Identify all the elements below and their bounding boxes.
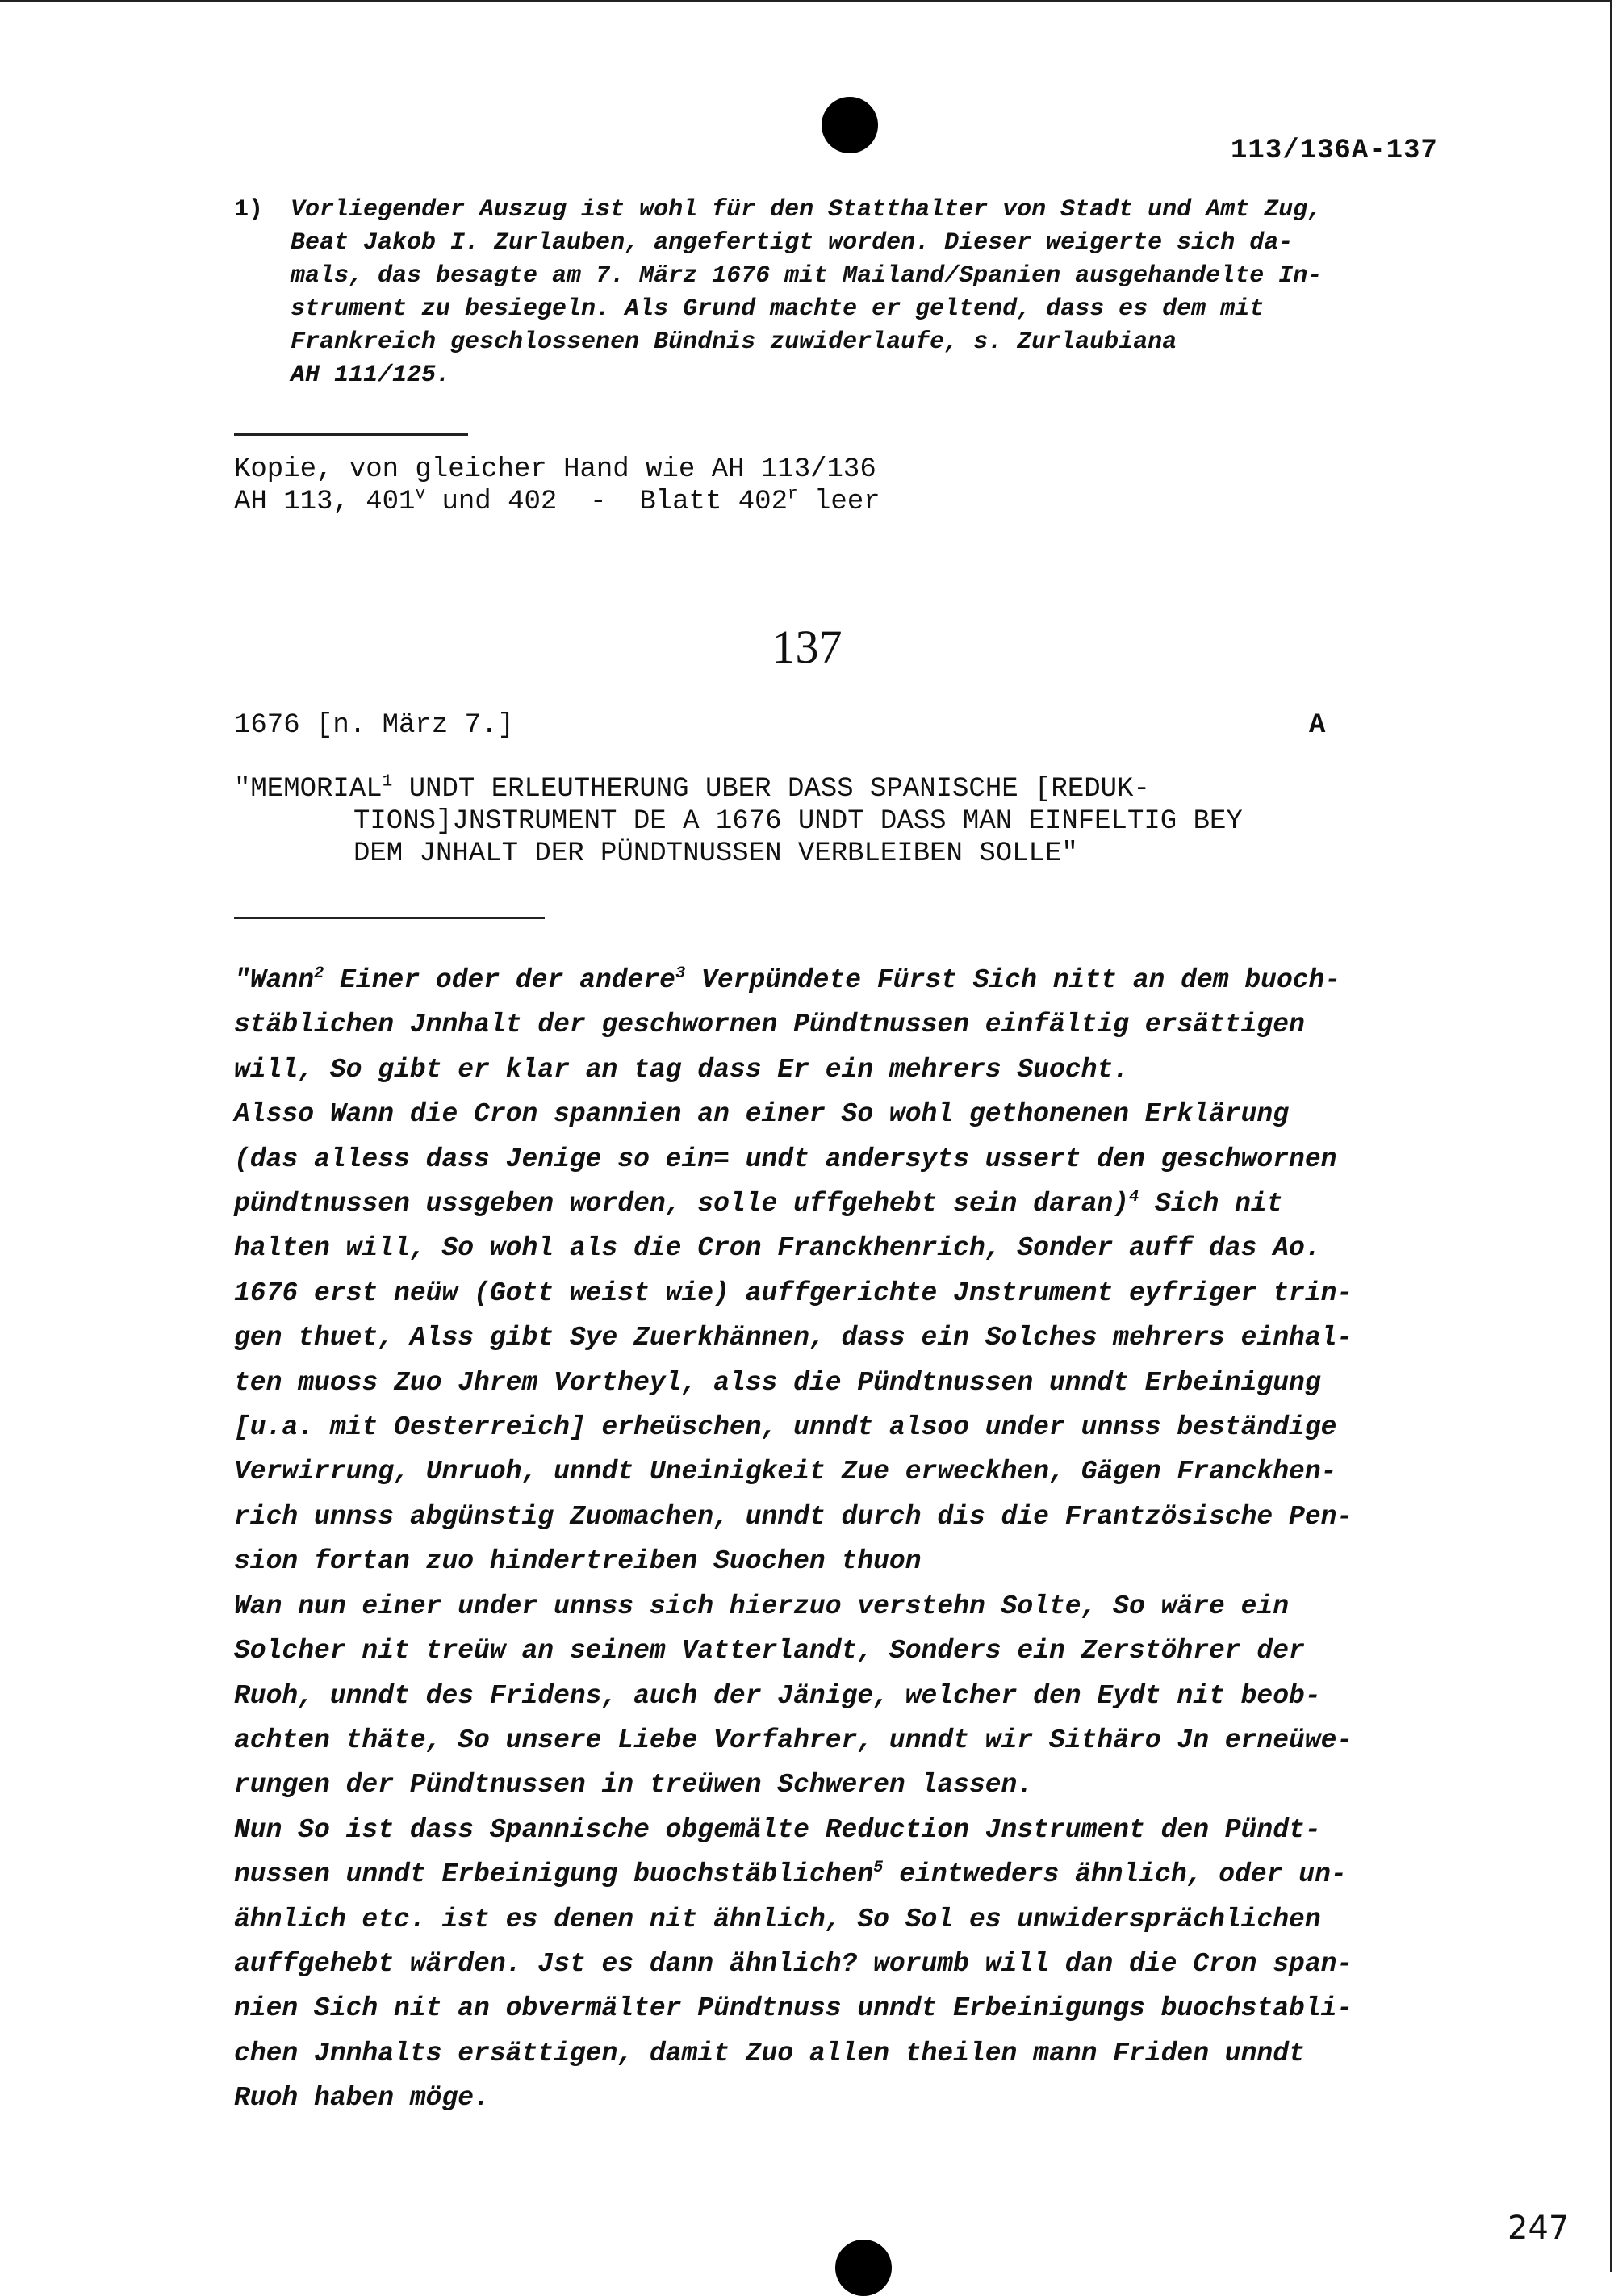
body-line: nien Sich nit an obvermälter Pündtnuss unndt Erbeinigungs buochstabli- — [234, 1993, 1353, 2024]
editorial-footnote — [234, 194, 1469, 392]
footnote-line: Frankreich geschlossenen Bündnis zuwiderlaufe, s. Zurlaubiana — [291, 328, 1177, 356]
source-text: AH 113, 401 — [234, 487, 416, 517]
superscript: r — [787, 484, 798, 504]
footnote-line: strument zu besiegeln. Als Grund machte er geltend, dass es dem mit — [291, 295, 1265, 323]
footnote-line: Vorliegender Auszug ist wohl für den Statthalter von Stadt und Amt Zug, — [291, 196, 1323, 224]
superscript: v — [415, 484, 426, 504]
separator-rule — [234, 433, 468, 436]
source-line-2 — [234, 486, 880, 518]
body-line: (das alless dass Jenige so ein= undt andersyts ussert den geschwornen — [234, 1144, 1337, 1174]
source-line-1: Kopie, von gleicher Hand wie AH 113/136 — [234, 454, 876, 485]
transcription-body — [234, 958, 1477, 2121]
body-line: rungen der Pündtnussen in treüwen Schweren lassen. — [234, 1770, 1034, 1800]
body-line: auffgehebt wärden. Jst es dann ähnlich? worumb will dan die Cron span- — [234, 1948, 1353, 1979]
body-line: Nun So ist dass Spannische obgemälte Reduction Jnstrument den Pündt- — [234, 1814, 1321, 1845]
document-reference: 113/136A-137 — [1231, 136, 1438, 166]
separator-rule — [234, 917, 545, 919]
footnote-line: Beat Jakob I. Zurlauben, angefertigt worden. Dieser weigerte sich da- — [291, 229, 1294, 257]
title-line: TIONS]JNSTRUMENT DE A 1676 UNDT DASS MAN EINFELTIG BEY — [353, 806, 1243, 837]
body-text: Sich nit — [1139, 1189, 1283, 1219]
body-line: ähnlich etc. ist es denen nit ähnlich, So Sol es unwidersprächlichen — [234, 1904, 1321, 1934]
footnote-number: 1) — [234, 196, 264, 224]
source-text: und 402 - Blatt 402 — [425, 487, 788, 517]
body-line — [234, 1852, 1477, 1897]
footnote-marker: 2 — [314, 964, 324, 983]
body-line: achten thäte, So unsere Liebe Vorfahrer, unndt wir Sithäro Jn erneüwe- — [234, 1725, 1353, 1755]
title-text: UNDT ERLEUTHERUNG UBER DASS SPANISCHE [REDUK- — [392, 774, 1150, 805]
handwritten-page-number: 247 — [1507, 2210, 1570, 2247]
body-line: ten muoss Zuo Jhrem Vortheyl, alss die Pündtnussen unndt Erbeinigung — [234, 1367, 1321, 1398]
body-line: [u.a. mit Oesterreich] erheüschen, unndt alsoo under unnss beständige — [234, 1412, 1337, 1443]
body-line: 1676 erst neüw (Gott weist wie) auffgerichte Jnstrument eyfriger trin- — [234, 1278, 1353, 1308]
footnote-line: AH 111/125. — [291, 362, 451, 389]
body-line — [234, 1181, 1477, 1226]
punch-hole-top — [822, 97, 878, 153]
source-note — [234, 454, 880, 518]
document-title — [234, 773, 1243, 870]
body-line: rich unnss abgünstig Zuomachen, unndt durch dis die Frantzösische Pen- — [234, 1501, 1353, 1532]
body-line: Verwirrung, Unruoh, unndt Uneinigkeit Zue erweckhen, Gägen Franckhen- — [234, 1457, 1337, 1487]
body-line: stäblichen Jnnhalt der geschwornen Pündtnussen einfältig ersättigen — [234, 1010, 1305, 1040]
footnote-marker: 5 — [873, 1859, 884, 1878]
body-text: pündtnussen ussgeben worden, solle uffgehebt sein daran) — [234, 1189, 1129, 1219]
footnote-marker: 1 — [382, 772, 393, 792]
title-line — [234, 773, 1243, 805]
footnote-line: mals, das besagte am 7. März 1676 mit Mailand/Spanien ausgehandelte In- — [291, 262, 1323, 290]
body-line: halten will, So wohl als die Cron Franckhenrich, Sonder auff das Ao. — [234, 1233, 1321, 1264]
body-line: Wan nun einer under unnss sich hierzuo verstehn Solte, So wäre ein — [234, 1591, 1290, 1621]
source-text: leer — [797, 487, 880, 517]
footnote-marker: 4 — [1128, 1188, 1139, 1207]
document-number: 137 — [771, 621, 843, 673]
punch-hole-bottom — [835, 2240, 892, 2296]
document-code: A — [1309, 710, 1326, 741]
body-line: Ruoh haben möge. — [234, 2083, 490, 2114]
body-text: eintweders ähnlich, oder un- — [883, 1859, 1347, 1890]
body-line: sion fortan zuo hindertreiben Suochen thuon — [234, 1546, 922, 1577]
body-text: Einer oder der andere — [324, 965, 675, 995]
body-line: Alsso Wann die Cron spannien an einer So wohl gethonenen Erklärung — [234, 1099, 1290, 1130]
body-line: Solcher nit treüw an seinem Vatterlandt, Sonders ein Zerstöhrer der — [234, 1636, 1305, 1667]
body-line: Ruoh, unndt des Fridens, auch der Jänige, welcher den Eydt nit beob- — [234, 1680, 1321, 1711]
body-line — [234, 958, 1477, 1002]
footnote-marker: 3 — [675, 964, 686, 983]
body-text: nussen unndt Erbeinigung buochstäblichen — [234, 1859, 874, 1890]
body-line: will, So gibt er klar an tag dass Er ein mehrers Suocht. — [234, 1054, 1129, 1085]
body-text: Verpündete Fürst Sich nitt an dem buoch- — [685, 965, 1341, 995]
body-text: "Wann — [234, 965, 315, 995]
title-text: "MEMORIAL — [234, 774, 383, 805]
title-line: DEM JNHALT DER PÜNDTNUSSEN VERBLEIBEN SOLLE" — [353, 839, 1078, 869]
body-line: chen Jnnhalts ersättigen, damit Zuo allen theilen mann Friden unndt — [234, 2038, 1305, 2068]
body-line: gen thuet, Alss gibt Sye Zuerkhännen, dass ein Solches mehrers einhal- — [234, 1323, 1353, 1353]
document-date: 1676 [n. März 7.] — [234, 710, 514, 741]
